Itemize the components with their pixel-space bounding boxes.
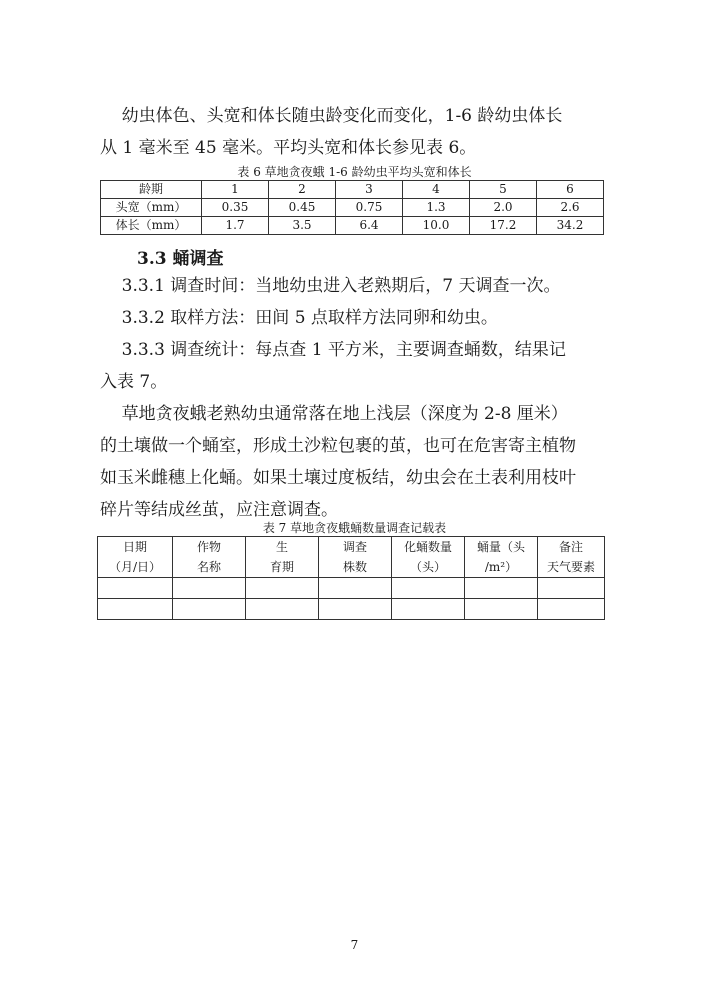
section-heading: 3.3 蛹调查 <box>137 249 224 269</box>
table6-header-cell: 龄期 <box>101 181 202 199</box>
table6-cell: 6.4 <box>336 217 403 235</box>
table7-empty-cell <box>319 599 392 620</box>
table6-cell: 0.75 <box>336 199 403 217</box>
table6-header-cell: 1 <box>202 181 269 199</box>
table7-empty-cell <box>98 578 173 599</box>
table7-header-bottom: 名称 <box>196 560 221 574</box>
table6-cell: 1.7 <box>202 217 269 235</box>
table7-header-cell <box>319 537 392 578</box>
table7-header-top: 化蛹数量 <box>403 540 452 554</box>
table6-cell: 0.45 <box>269 199 336 217</box>
table6-cell: 34.2 <box>537 217 604 235</box>
table7-caption: 表 7 草地贪夜蛾蛹数量调查记载表 <box>262 521 447 535</box>
table7-empty-cell <box>173 599 246 620</box>
table7-header-bottom: /m²） <box>484 560 518 574</box>
table7-empty-cell <box>98 599 173 620</box>
table7-empty-cell <box>173 578 246 599</box>
table-row <box>101 181 604 199</box>
section-item-2: 3.3.2 取样方法：田间 5 点取样方法同卵和幼虫。 <box>100 308 498 328</box>
table6-header-cell: 5 <box>470 181 537 199</box>
desc-line-2: 的土壤做一个蛹室，形成土沙粒包裹的茧，也可在危害寄主植物 <box>100 436 576 456</box>
table7-empty-cell <box>465 599 538 620</box>
table7-header-top: 蛹量（头 <box>476 540 525 554</box>
table6-header-cell: 4 <box>403 181 470 199</box>
table7-header-bottom: 天气要素 <box>546 560 595 574</box>
table7-header-bottom: （月/日） <box>108 560 162 574</box>
table6-cell: 头宽（mm） <box>101 199 202 217</box>
table7-header-cell <box>246 537 319 578</box>
table7-header-cell <box>538 537 605 578</box>
table7-empty-cell <box>465 578 538 599</box>
table7-header-cell <box>392 537 465 578</box>
table7-empty-cell <box>392 578 465 599</box>
section-item-3-line-2: 入表 7。 <box>100 372 168 392</box>
table-row <box>101 199 604 217</box>
table7-empty-cell <box>538 599 605 620</box>
table-row <box>101 217 604 235</box>
table6-header-cell: 6 <box>537 181 604 199</box>
intro-line-1: 幼虫体色、头宽和体长随虫龄变化而变化，1-6 龄幼虫体长 <box>100 106 563 126</box>
table-row <box>98 578 605 599</box>
table6-cell: 体长（mm） <box>101 217 202 235</box>
table6-cell: 2.6 <box>537 199 604 217</box>
section-item-1: 3.3.1 调查时间：当地幼虫进入老熟期后，7 天调查一次。 <box>100 276 561 296</box>
table7-empty-cell <box>392 599 465 620</box>
table6-caption: 表 6 草地贪夜蛾 1-6 龄幼虫平均头宽和体长 <box>237 165 472 179</box>
table6-header-cell: 2 <box>269 181 336 199</box>
desc-line-3: 如玉米雌穗上化蛹。如果土壤过度板结，幼虫会在土表利用枝叶 <box>100 468 576 488</box>
table-row <box>98 599 605 620</box>
table7-header-cell <box>173 537 246 578</box>
table7-header-top: 日期 <box>122 540 147 554</box>
table7-header-bottom: （头） <box>409 560 446 574</box>
table7-empty-cell <box>319 578 392 599</box>
table6 <box>100 180 604 235</box>
table6-cell: 3.5 <box>269 217 336 235</box>
page-number: 7 <box>350 938 359 952</box>
table7-header-top: 作物 <box>196 540 221 554</box>
table7-empty-cell <box>246 578 319 599</box>
table6-cell: 17.2 <box>470 217 537 235</box>
desc-line-4: 碎片等结成丝茧，应注意调查。 <box>100 500 338 520</box>
table7-header-bottom: 育期 <box>269 560 294 574</box>
table7-header-bottom: 株数 <box>342 560 367 574</box>
table6-cell: 1.3 <box>403 199 470 217</box>
table6-cell: 2.0 <box>470 199 537 217</box>
section-item-3-line-1: 3.3.3 调查统计：每点查 1 平方米，主要调查蛹数，结果记 <box>100 340 566 360</box>
table7-empty-cell <box>538 578 605 599</box>
table7-header-top: 备注 <box>558 540 583 554</box>
intro-line-2: 从 1 毫米至 45 毫米。平均头宽和体长参见表 6。 <box>100 138 477 158</box>
table7 <box>97 536 605 620</box>
table6-cell: 0.35 <box>202 199 269 217</box>
table6-cell: 10.0 <box>403 217 470 235</box>
table-row <box>98 537 605 578</box>
table7-header-cell <box>98 537 173 578</box>
table7-empty-cell <box>246 599 319 620</box>
table7-header-cell <box>465 537 538 578</box>
table6-header-cell: 3 <box>336 181 403 199</box>
table7-header-top: 调查 <box>342 540 367 554</box>
desc-line-1: 草地贪夜蛾老熟幼虫通常落在地上浅层（深度为 2-8 厘米） <box>100 404 568 424</box>
table7-header-top: 生 <box>275 540 288 554</box>
